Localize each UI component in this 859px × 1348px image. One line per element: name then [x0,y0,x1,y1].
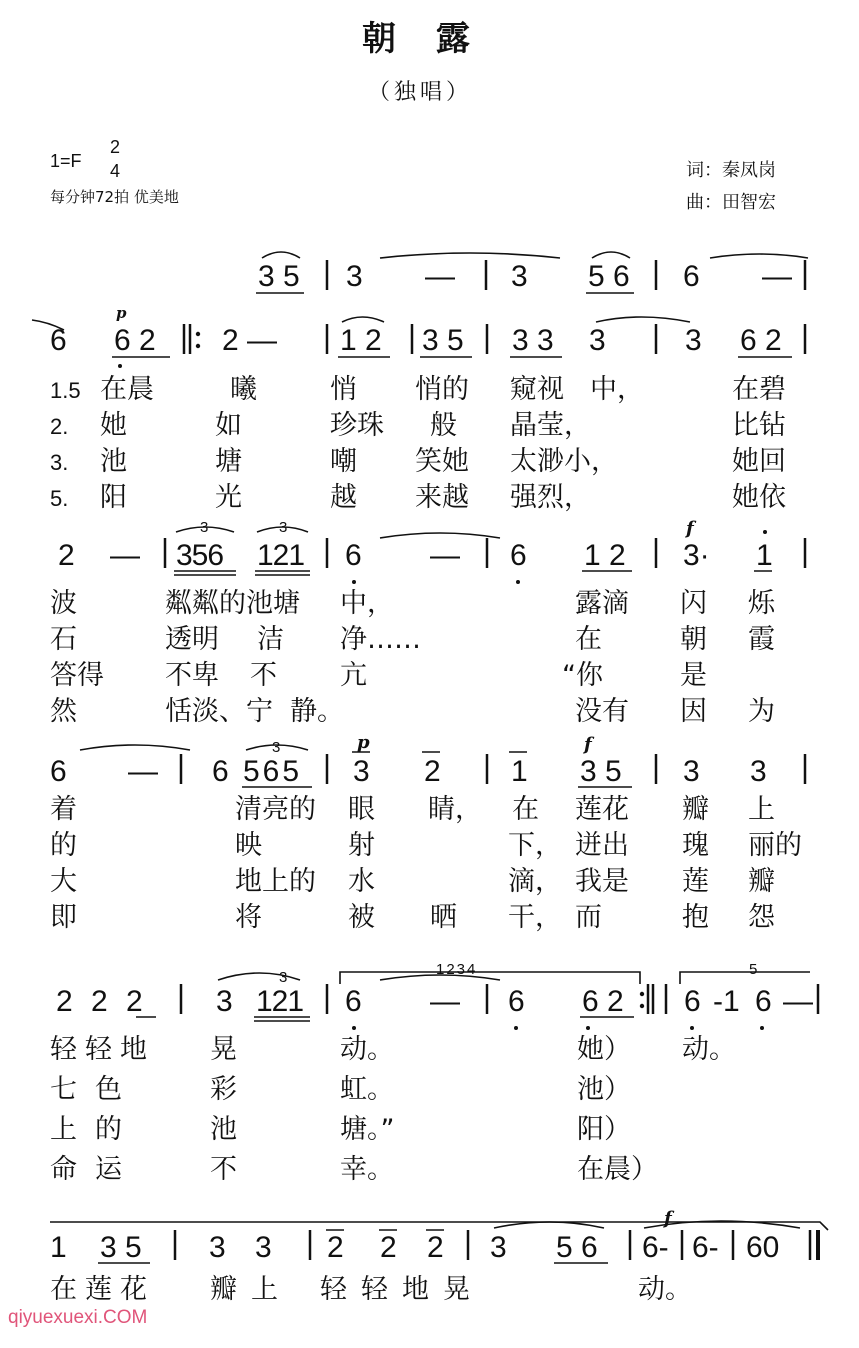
lyric-word: 霞 [748,624,775,655]
note-group: 1 2 [584,539,626,572]
lyricist: 词：秦凤岗 [686,160,776,181]
lyric-word: 她依 [732,482,786,513]
lyric-word: 莲花 [575,794,629,825]
lyric-word: 越 [330,482,357,513]
lyric-word: 上的 [50,1114,140,1145]
note-group: 6 [50,755,67,788]
verse-number: 3. [50,450,69,475]
volta-bracket-label: 1234 [436,961,478,978]
time-signature-bottom: 4 [110,161,121,181]
lyric-word: 被 [348,902,375,933]
note-group: 6 [345,985,362,1018]
note-group: 6 [683,260,700,293]
note-group: 2 [427,1231,444,1264]
lyric-word: 池） [577,1074,631,1105]
lyric-word: 水 [348,866,375,897]
note-group: 3 5 [258,260,300,293]
lyric-word: 的 [50,830,77,861]
ties-staff-2 [32,317,690,330]
note-group: 3 3 [512,324,554,357]
lyric-word: 射 [348,830,375,861]
lyric-word: 透明 [165,624,219,655]
underlines-staff-5 [136,1017,634,1021]
lyric-word: 下， [508,830,562,861]
lyric-word: 塘。” [340,1114,395,1145]
lyric-word: 中， [590,374,644,405]
composer: 曲：田智宏 [686,192,776,213]
note-group: 6 2 [582,985,624,1018]
note-group: 3 [353,755,370,788]
triplet-mark: 3 [200,519,209,536]
repeat-dots-staff-5 [640,992,644,1008]
lyric-word: 在 [512,794,539,825]
lyric-word: 而 [575,902,602,933]
lyric-word: 抱 [682,902,709,933]
lyric-word: 将 [235,902,262,933]
ties-staff-4 [80,745,308,750]
octave-dots-staff-2 [118,364,122,368]
lyric-word: 地上的 [235,866,316,897]
lyric-word: 阳 [100,482,127,513]
lyric-word: 在莲花 [50,1274,155,1305]
lyric-word: 动。 [682,1034,736,1065]
barlines-staff-4 [181,754,805,784]
lyric-word: 莲 [682,866,709,897]
note-group: 3 [209,1231,226,1264]
lyric-word: 笑她 [415,446,469,477]
note-group: 3 [685,324,702,357]
note-group: 1 2 [340,324,382,357]
note-group: — [783,985,813,1018]
lyric-word: 映 [235,830,262,861]
octave-dots-staff-5 [352,1026,764,1030]
lyric-word: 闪 [680,588,707,619]
note-group: 60 [746,1231,780,1264]
lyric-word: 粼粼的池塘 [165,588,300,619]
note-group: 2 [380,1231,397,1264]
underlines-staff-3 [174,571,772,575]
note-group: 5 6 [556,1231,598,1264]
lyric-word: “你 [562,660,603,691]
lyric-word: 比钻 [732,410,786,441]
verse-number: 2. [50,414,69,439]
lyric-word: 恬淡、宁 [165,696,273,727]
song-title: 朝 露 [362,19,484,59]
note-group: — [425,260,455,293]
lyric-word: 朝 [680,624,707,655]
lyric-word: 在碧 [732,374,786,405]
octave-dots-staff-3 [352,530,767,584]
lyric-word: 瑰 [682,830,709,861]
barlines-staff-6 [175,1230,818,1260]
lyric-word: 如 [215,410,242,441]
lyric-word: 晒 [430,902,457,933]
note-group: 1 [756,539,773,572]
lyric-word: 晃 [210,1034,237,1065]
verse-number: 5. [50,486,69,511]
note-group: 565 [243,755,303,788]
key-signature: 1=F [50,151,82,171]
lyric-word: 怨 [748,902,775,933]
lyric-word: 轻轻地晃 [320,1274,484,1305]
lyric-word: 在 [575,624,602,655]
lyric-word: 强烈， [510,482,591,513]
barlines-staff-2 [184,324,805,357]
note-group: 2 [58,539,75,572]
ties-staff-1 [262,252,808,258]
note-group: 2 [424,755,441,788]
note-group: 1 [511,755,528,788]
lyric-word: 动。 [638,1274,692,1305]
time-signature-top: 2 [110,137,121,157]
note-group: 3· [683,539,710,572]
note-group: 6 [50,324,67,357]
note-group: 3 [255,1231,272,1264]
lyric-word: 来越 [415,482,469,513]
lyric-word: 迸出 [575,830,629,861]
note-group: 6 [510,539,527,572]
lyric-word: 瓣 [682,794,709,825]
note-group: 3 5 [580,755,622,788]
note-group: — [430,539,460,572]
lyric-word: 然 [50,696,77,727]
lyric-word: 滴， [508,866,562,897]
note-group: — [110,539,140,572]
lyric-word: 她回 [732,446,786,477]
note-group: 3 [683,755,700,788]
lyric-word: 不 [210,1154,237,1185]
note-group: 2 [327,1231,344,1264]
note-group: 3 [490,1231,507,1264]
lyric-word: 上 [748,794,775,825]
lyric-word: 晶莹， [510,410,591,441]
lyric-word: 是 [680,660,707,691]
barlines-staff-5 [181,984,818,1014]
lyric-word: 眼 [348,794,375,825]
lyric-word: 曦 [230,374,257,405]
lyric-word: 中， [340,588,394,619]
volta-brackets [340,972,810,984]
note-group: 3 [511,260,528,293]
triplet-mark: 3 [279,969,288,986]
note-group: 6 [345,539,362,572]
ties-staff-5 [218,973,500,980]
lyric-word: 静。 [290,696,344,727]
lyric-word: 大 [50,866,77,897]
note-group: 6 2 [114,324,156,357]
note-group: 6- [692,1231,719,1264]
note-group: 121 [256,985,304,1018]
lyric-word: 在晨 [100,374,154,405]
note-group: 3 [750,755,767,788]
triplet-mark: 3 [279,519,288,536]
note-group: 3 5 [422,324,464,357]
note-group: 6 [755,985,772,1018]
lyric-word: 露滴 [575,588,629,619]
lyric-word: 悄的 [415,374,469,405]
lyric-word: 波 [50,588,77,619]
note-group: 356 [176,539,224,572]
dynamic-piano: p [116,304,127,322]
lyric-word: 瓣 [748,866,775,897]
note-group: 3 [589,324,606,357]
note-group: 1 [50,1231,67,1264]
lyric-word: 她 [100,410,127,441]
dynamic-forte: f [664,1208,672,1229]
tempo-marking: 每分钟72拍 优美地 [50,188,179,206]
song-subtitle: （独唱） [368,80,473,105]
note-group: 6 [508,985,525,1018]
repeat-dots [196,332,200,348]
dynamic-forte: f [584,734,592,755]
lyric-word: 池 [100,446,127,477]
lyric-word: 幸。 [340,1154,394,1185]
lyric-word: 动。 [340,1034,394,1065]
lyric-word: 塘 [215,446,242,477]
lyric-word: 我是 [575,866,629,897]
note-group: — [762,260,792,293]
lyric-word: 着 [50,794,77,825]
lyric-word: 干， [508,902,562,933]
lyric-word: 彩 [210,1074,237,1105]
lyric-word: 窥视 [510,374,564,405]
triplet-mark: 3 [272,739,281,756]
lyric-word: 丽的 [748,830,802,861]
lyric-word: 没有 [575,696,629,727]
note-group: 2 2 2 [56,985,143,1018]
lyric-word: 嘲 [330,446,357,477]
lyric-word: 净…… [340,624,421,655]
note-group: 6 [684,985,701,1018]
lyric-word: 烁 [748,588,775,619]
note-group: 6- [642,1231,669,1264]
note-group: -1 [713,985,740,1018]
lyric-word: 石 [50,624,77,655]
lyric-word: 光 [215,482,242,513]
lyric-word: 洁 [257,624,284,655]
note-group: 6 [212,755,229,788]
barlines-staff-3 [165,538,805,568]
lyric-word: 轻轻地 [50,1034,155,1065]
lyric-word: 睛， [428,794,482,825]
lyric-word: 清亮的 [235,794,316,825]
note-group: — [430,985,460,1018]
lyric-word: 珍珠 [330,410,384,441]
lyric-word: 不卑 [165,660,219,691]
lyric-word: 七色 [50,1074,140,1105]
barlines-staff-1 [327,260,805,293]
lyric-word: 因 [680,696,707,727]
lyric-word: 般 [430,410,457,441]
dynamic-forte: f [686,518,694,539]
ties-staff-3 [176,527,500,538]
lyric-word: 不 [250,660,277,691]
top-rule [50,1222,828,1230]
note-group: 121 [257,539,305,572]
lyric-word: 在晨） [577,1154,658,1185]
note-group: 2 — [222,324,278,357]
lyric-word: 太渺小， [510,446,618,477]
note-group: 5 6 [588,260,630,293]
note-group: 3 5 [100,1231,142,1264]
lyric-word: 瓣上 [210,1274,292,1305]
note-group: 3 [216,985,233,1018]
lyric-word: 池 [210,1114,237,1145]
dynamic-piano: p [357,732,370,753]
lyric-word: 答得 [50,660,104,691]
lyric-word: 即 [50,902,77,933]
lyric-word: 她） [577,1034,631,1065]
lyric-word: 命运 [50,1154,140,1185]
site-watermark: qiyuexuexi.COM [8,1307,148,1328]
lyric-word: 亢 [340,660,367,691]
verse-number: 1.5 [50,378,81,403]
note-group: 6 2 [740,324,782,357]
note-group: 3 [346,260,363,293]
note-group: — [128,755,158,788]
quintuplet-mark: 5 [749,961,758,978]
lyric-word: 为 [748,696,775,727]
lyric-word: 阳） [577,1114,631,1145]
lyric-word: 悄 [330,374,357,405]
lyric-word: 虹。 [340,1074,394,1105]
